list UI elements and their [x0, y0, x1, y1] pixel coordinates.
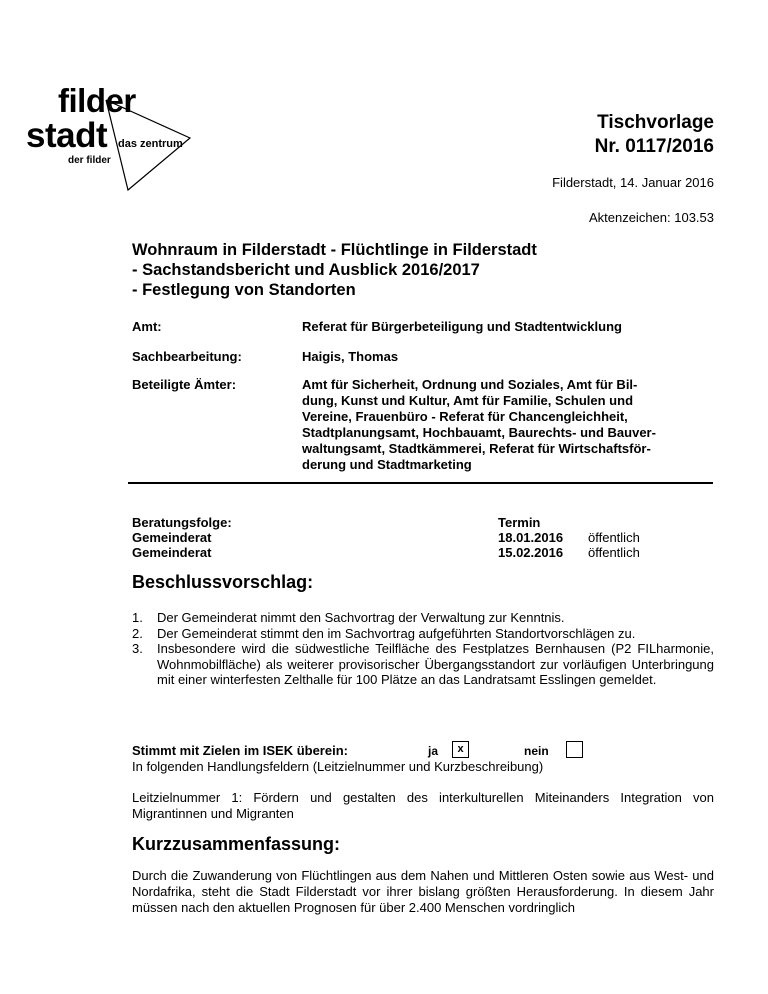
- termin-row: [498, 545, 640, 560]
- document-type: Tischvorlage: [597, 112, 714, 133]
- beteiligte-value: [302, 377, 712, 473]
- isek-no-checkbox[interactable]: [566, 741, 583, 758]
- beteiligte-line: derung und Stadtmarketing: [302, 457, 472, 472]
- beteiligte-label: Beteiligte Ämter:: [132, 377, 237, 392]
- termin-row: [498, 530, 640, 545]
- beteiligte-line: waltungsamt, Stadtkämmerei, Referat für Wirtschaftsför-: [302, 441, 651, 456]
- title-line: - Sachstandsbericht und Ausblick 2016/2017: [132, 261, 480, 279]
- title-line: - Festlegung von Standorten: [132, 281, 356, 299]
- sachbearbeitung-label: Sachbearbeitung:: [132, 349, 242, 364]
- kurz-heading: Kurzzusammenfassung:: [132, 834, 341, 854]
- list-item-text: Insbesondere wird die südwestliche Teilfläche des Festplatzes Bernhausen (P2 FILharmonie, Wohnmobilfläche) als weiterer provisorischer Übergangsstandort zur vorläufigen Unterbringung mit einer winterfesten Zelthalle für 100 Plätze an das Landratsamt Esslingen gemeldet.: [157, 641, 714, 687]
- sachbearbeitung-value: Haigis, Thomas: [302, 349, 399, 364]
- logo-tagline: das zentrum: [118, 138, 183, 150]
- list-item: [132, 626, 714, 642]
- isek-fields-line: In folgenden Handlungsfeldern (Leitzielnummer und Kurzbeschreibung): [132, 759, 544, 774]
- list-item: [132, 610, 714, 626]
- list-item: [132, 641, 714, 688]
- isek-yes-checkbox[interactable]: x: [452, 741, 469, 758]
- leitziel-text: Leitzielnummer 1: Fördern und gestalten des interkulturellen Miteinanders Integration von Migrantinnen und Migranten: [132, 790, 714, 821]
- termin-heading: Termin: [498, 515, 541, 530]
- logo-subline: der filder: [68, 155, 111, 166]
- beschluss-heading: Beschlussvorschlag:: [132, 572, 314, 592]
- list-item-text: Der Gemeinderat nimmt den Sachvortrag der Verwaltung zur Kenntnis.: [157, 610, 565, 625]
- section-divider: [128, 482, 713, 484]
- beteiligte-line: dung, Kunst und Kultur, Amt für Familie, Schulen und: [302, 393, 634, 408]
- list-item-number: 3.: [132, 641, 143, 656]
- summary-text: Durch die Zuwanderung von Flüchtlingen aus dem Nahen und Mittleren Osten sowie aus West- und Nordafrika, steht die Stadt Filderstadt vor ihrer bislang größten Herausforderung. In diesem Jahr müssen nach den aktuellen Prognosen für über 2.400 Menschen vordringlich: [132, 868, 714, 915]
- isek-section: [132, 743, 714, 775]
- termine: [498, 515, 640, 560]
- document-title: [132, 240, 722, 300]
- logo-word-filder: filder: [58, 82, 136, 119]
- termin-status: öffentlich: [588, 530, 640, 545]
- title-line: Wohnraum in Filderstadt - Flüchtlinge in Filderstadt: [132, 241, 537, 259]
- isek-yes-label: ja: [428, 744, 439, 758]
- list-item-text: Der Gemeinderat stimmt den im Sachvortrag aufgeführten Standortvorschlägen zu.: [157, 625, 636, 641]
- amt-value: Referat für Bürgerbeteiligung und Stadtentwicklung: [302, 319, 622, 334]
- list-item-number: 1.: [132, 610, 143, 625]
- termin-date: 15.02.2016: [498, 545, 564, 560]
- isek-no-label: nein: [524, 744, 549, 758]
- amt-label: Amt:: [132, 319, 162, 334]
- isek-label: Stimmt mit Zielen im ISEK überein:: [132, 743, 348, 758]
- beratung-body: Gemeinderat: [132, 545, 212, 560]
- document-date: Filderstadt, 14. Januar 2016: [552, 175, 714, 190]
- beratung-body: Gemeinderat: [132, 530, 212, 545]
- beratungsfolge-heading: Beratungsfolge:: [132, 515, 232, 530]
- logo-word-stadt: stadt: [26, 116, 108, 155]
- beteiligte-line: Vereine, Frauenbüro - Referat für Chancengleichheit,: [302, 409, 628, 424]
- beratungsfolge: [132, 515, 232, 560]
- beschluss-list: [132, 610, 714, 688]
- list-item-number: 2.: [132, 625, 143, 641]
- file-reference: Aktenzeichen: 103.53: [588, 210, 714, 225]
- beteiligte-line: Amt für Sicherheit, Ordnung und Soziales, Amt für Bil-: [302, 377, 638, 392]
- beteiligte-line: Stadtplanungsamt, Hochbauamt, Baurechts- und Bauver-: [302, 425, 656, 440]
- document-number: Nr. 0117/2016: [594, 136, 714, 157]
- termin-date: 18.01.2016: [498, 530, 564, 545]
- termin-status: öffentlich: [588, 545, 640, 560]
